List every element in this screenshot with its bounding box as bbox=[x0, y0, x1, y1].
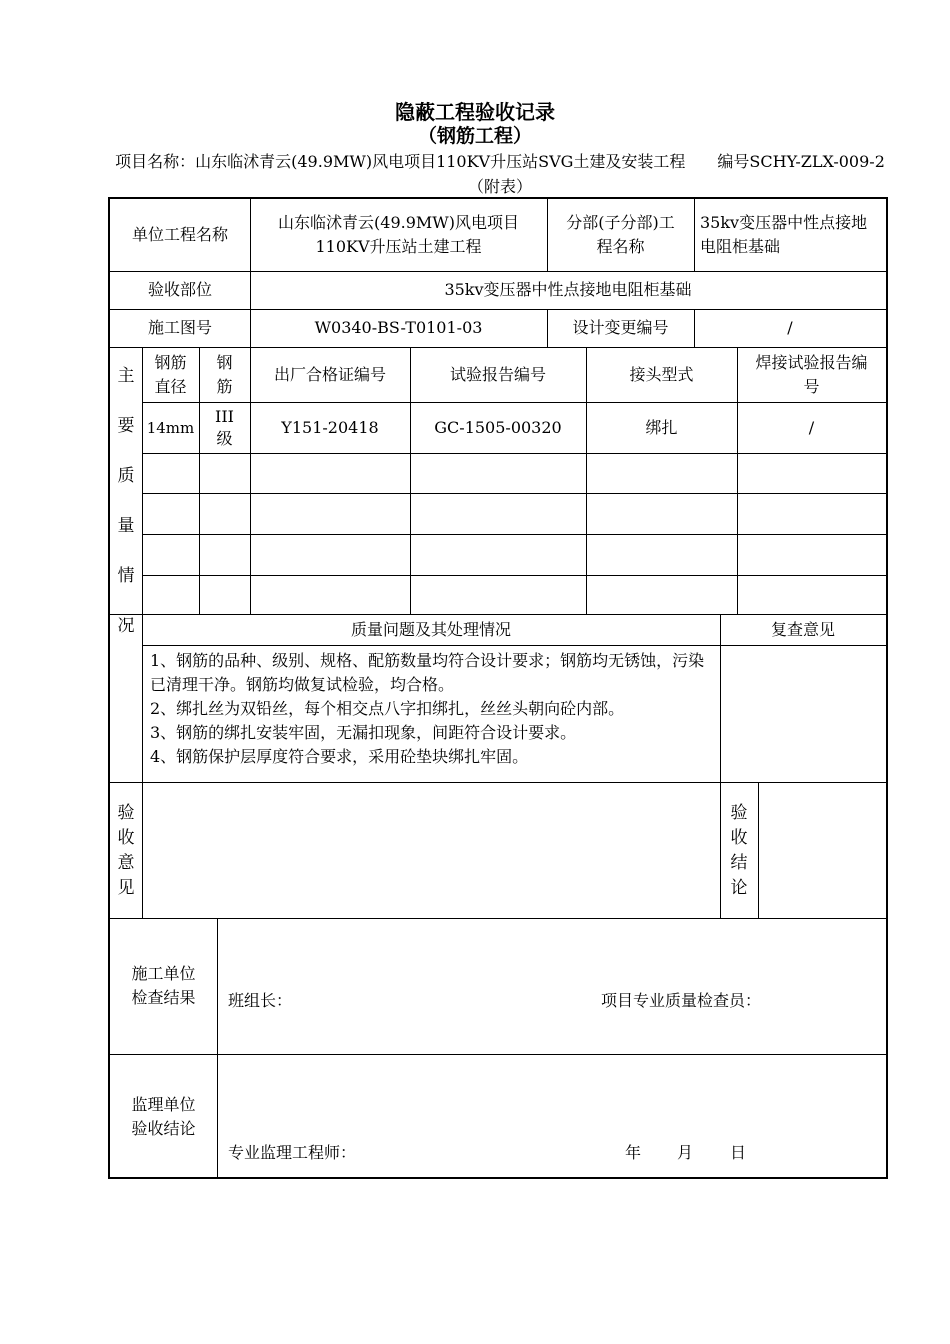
row1-certificate: Y151-20418 bbox=[281, 417, 379, 437]
review-opinion-header: 复查意见 bbox=[770, 619, 835, 639]
sub-division-name-value: 35kv变压器中性点接地电阻柜基础 bbox=[700, 213, 868, 256]
unit-project-name-value: 山东临沭青云(49.9MW)风电项目110KV升压站土建工程 bbox=[278, 213, 519, 256]
supervision-unit-label: 监理单位验收结论 bbox=[131, 1094, 196, 1138]
issues-header: 质量问题及其处理情况 bbox=[350, 619, 511, 639]
project-info-line: 项目名称：山东临沭青云(49.9MW)风电项目110KV升压站SVG土建及安装工程 编号SCHY-ZLX-009-2（附表） bbox=[115, 152, 885, 196]
col-certificate-no: 出厂合格证编号 bbox=[273, 364, 386, 384]
issue-line-4: 4、钢筋保护层厚度符合要求，采用砼垫块绑扎牢固。 bbox=[150, 747, 529, 766]
col-joint-type: 接头型式 bbox=[629, 364, 694, 384]
date-year-label: 年 bbox=[625, 1143, 642, 1162]
issue-line-2: 2、绑扎丝为双铅丝，每个相交点八字扣绑扎，丝丝头朝向砼内部。 bbox=[150, 699, 625, 718]
acceptance-opinion-label: 验收意见 bbox=[117, 803, 135, 898]
design-change-value: / bbox=[787, 318, 793, 337]
issue-line-1: 1、钢筋的品种、级别、规格、配筋数量均符合设计要求；钢筋均无锈蚀，污染已清理干净。钢筋均做复试检验，均合格。 bbox=[150, 651, 705, 694]
document-subtitle: （钢筋工程） bbox=[417, 125, 532, 147]
record-table bbox=[108, 197, 888, 1179]
construction-unit-label: 施工单位检查结果 bbox=[131, 964, 196, 1007]
col-test-report-no: 试验报告编号 bbox=[449, 364, 546, 384]
issue-line-3: 3、钢筋的绑扎安装牢固，无漏扣现象，间距符合设计要求。 bbox=[150, 723, 577, 742]
row1-diameter: 14mm bbox=[146, 418, 195, 437]
drawing-number-label: 施工图号 bbox=[147, 318, 212, 337]
issues-content bbox=[150, 649, 716, 769]
acceptance-part-label: 验收部位 bbox=[147, 280, 212, 299]
quality-side-label: 主要质量情况 bbox=[117, 366, 135, 636]
design-change-label: 设计变更编号 bbox=[572, 318, 669, 337]
sub-division-name-label: 分部(子分部)工程名称 bbox=[566, 213, 675, 256]
row1-joint-type: 绑扎 bbox=[645, 417, 678, 437]
row1-test-report: GC-1505-00320 bbox=[434, 417, 562, 437]
col-weld-report-no: 焊接试验报告编号 bbox=[755, 352, 868, 396]
quality-inspector-label: 项目专业质量检查员： bbox=[601, 991, 762, 1010]
date-month-label: 月 bbox=[677, 1143, 694, 1162]
unit-project-name-label: 单位工程名称 bbox=[131, 225, 228, 244]
document-title: 隐蔽工程验收记录 bbox=[395, 100, 555, 124]
acceptance-conclusion-label: 验收结论 bbox=[730, 803, 748, 898]
acceptance-part-value: 35kv变压器中性点接地电阻柜基础 bbox=[444, 280, 692, 299]
team-leader-label: 班组长： bbox=[228, 991, 293, 1010]
row1-weld-report: / bbox=[808, 417, 815, 437]
col-rebar-diameter: 钢筋直径 bbox=[154, 352, 187, 396]
col-rebar-grade: 钢筋 bbox=[216, 352, 233, 396]
drawing-number-value: W0340-BS-T0101-03 bbox=[314, 318, 483, 337]
supervision-engineer-label: 专业监理工程师： bbox=[228, 1143, 357, 1162]
row1-grade: III级 bbox=[215, 406, 234, 448]
date-day-label: 日 bbox=[730, 1143, 747, 1162]
